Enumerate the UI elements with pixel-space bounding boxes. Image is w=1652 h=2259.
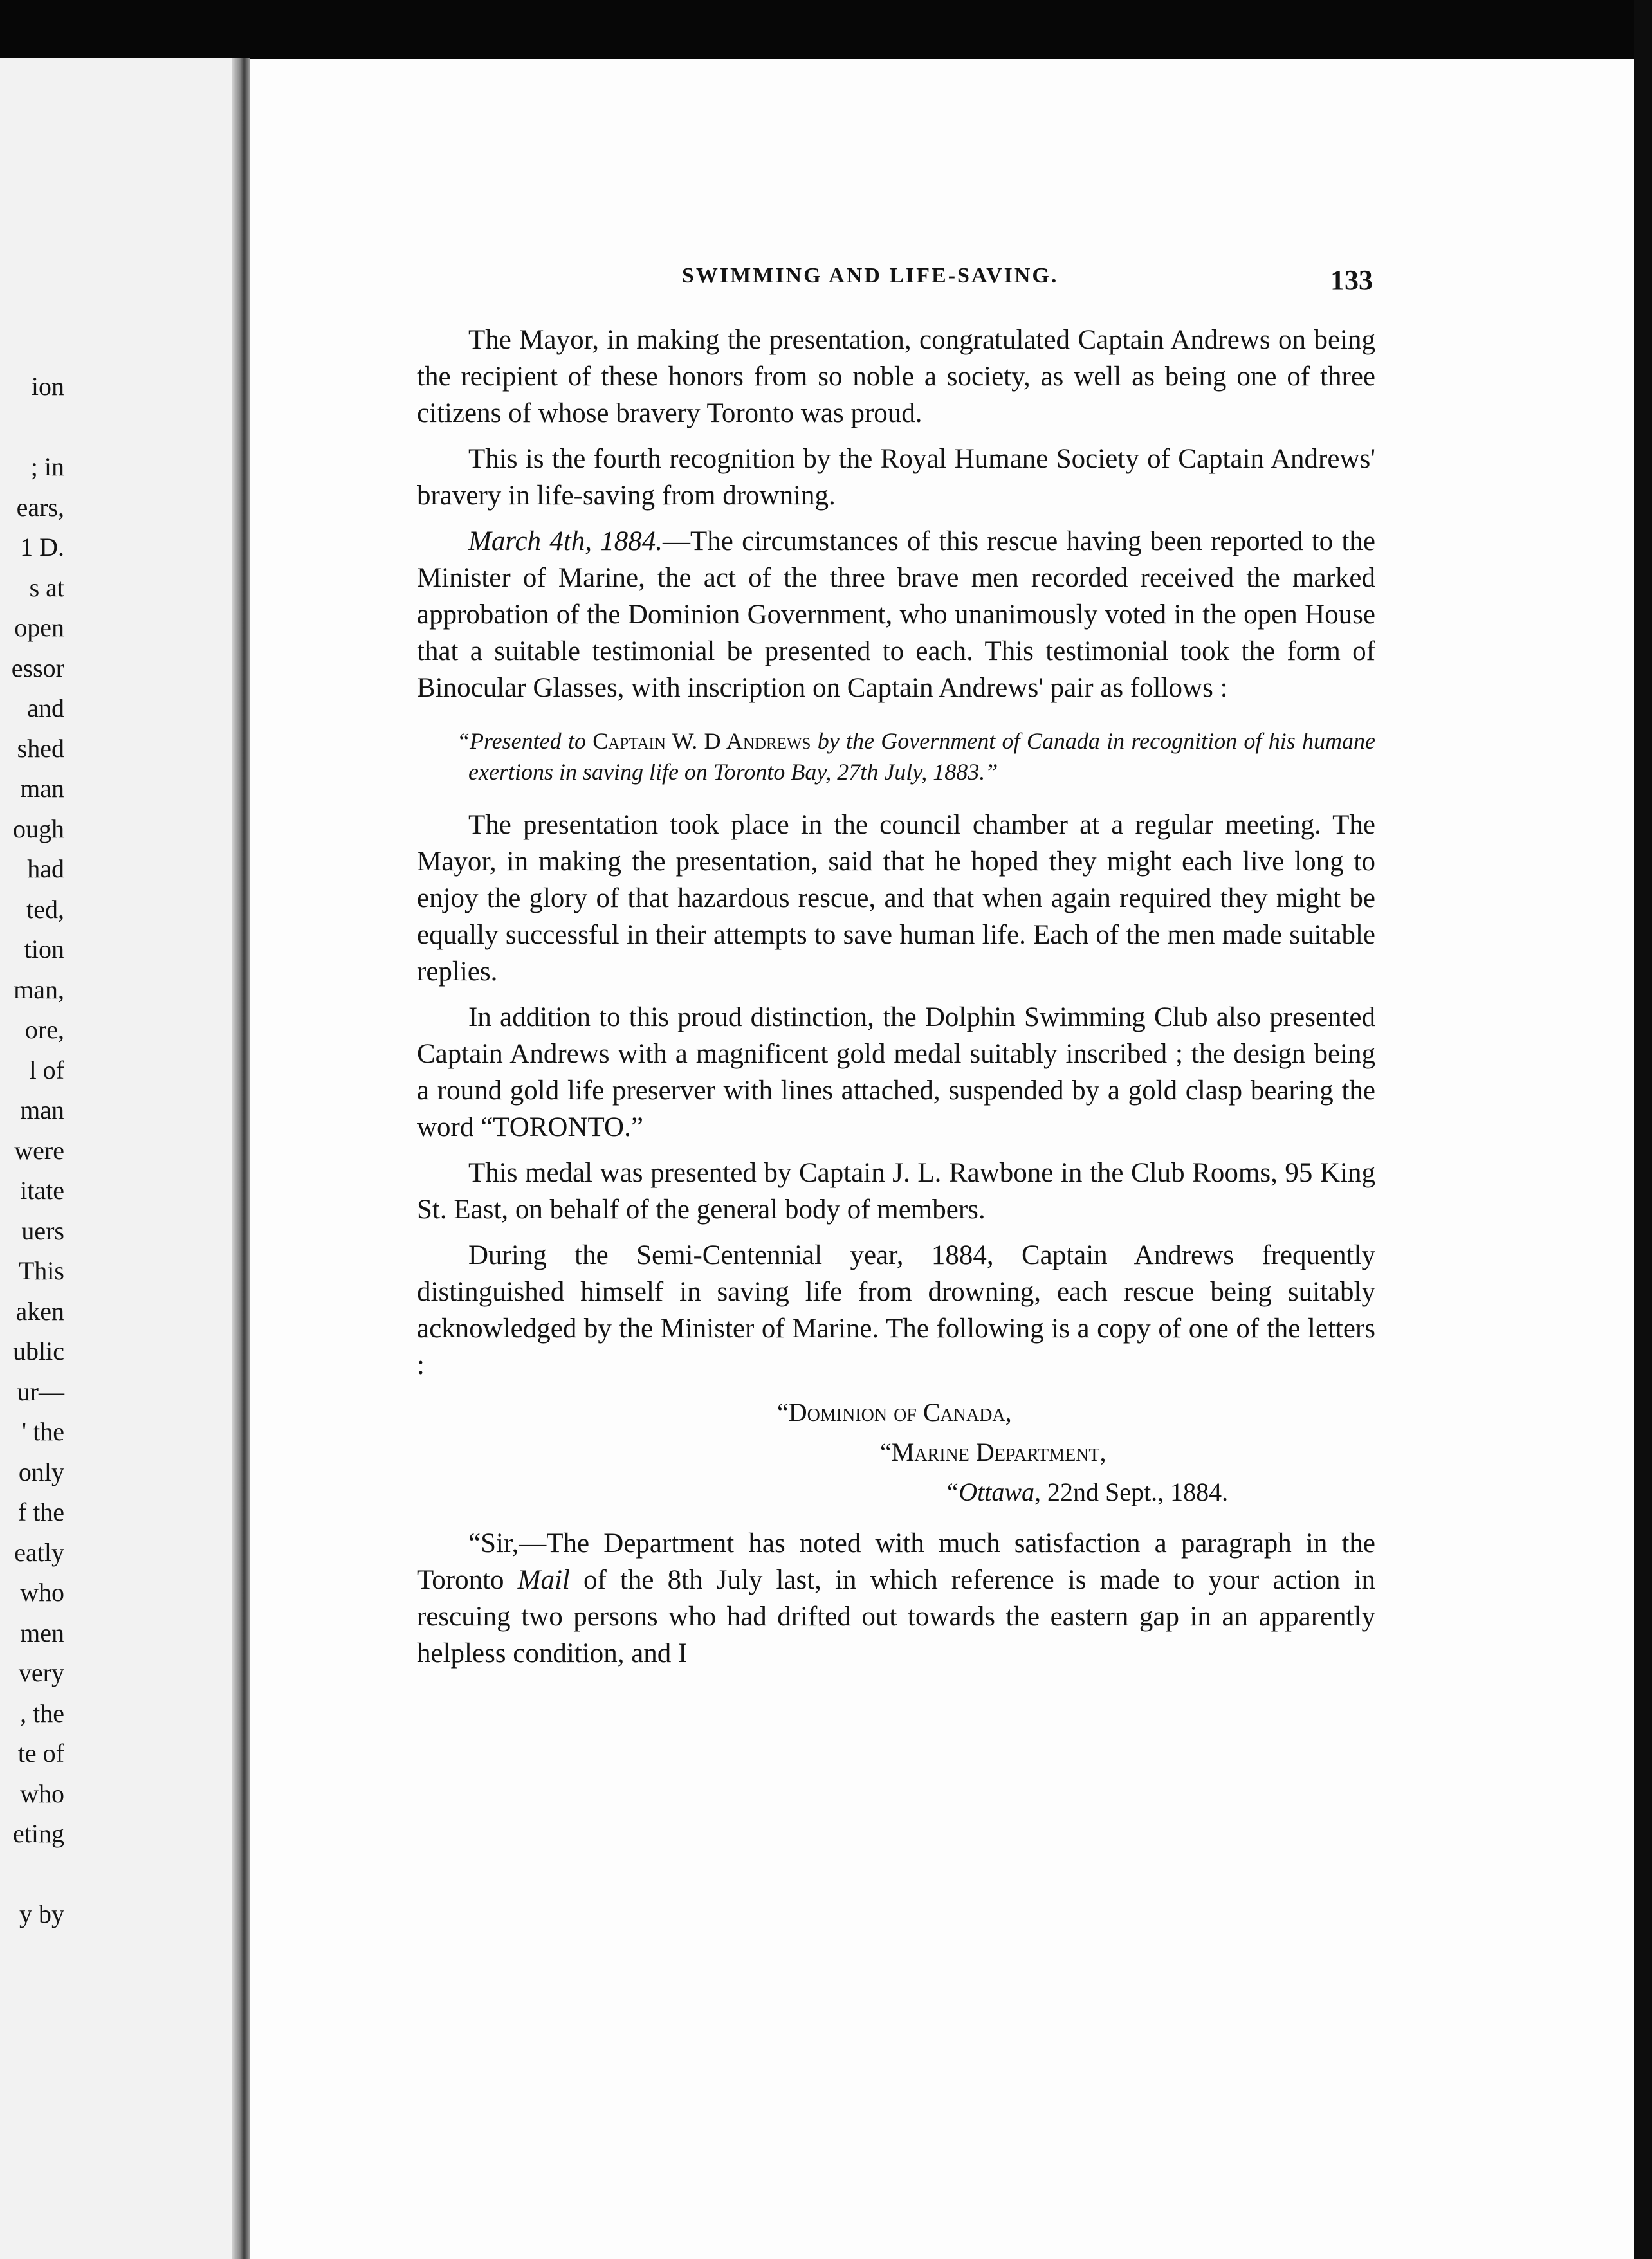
paragraph-fourth-recognition: This is the fourth recognition by the Royal Humane Society of Captain Andrews' bravery in life-saving from drowning. (417, 444, 1375, 511)
left-page-fragment: essor (11, 653, 64, 682)
left-page-fragment: uers (21, 1216, 64, 1245)
left-page-fragment: were (14, 1135, 64, 1165)
running-head: SWIMMING AND LIFE-SAVING. (682, 264, 1059, 288)
left-page-fragment: This (18, 1256, 64, 1285)
paragraph-semi-centennial: During the Semi-Centennial year, 1884, Captain Andrews frequently distinguished himself in saving life from drowning, each rescue being suitably acknowledged by the Minister of Marine. The following is a copy of one of the letters : (417, 1240, 1375, 1380)
left-page-fragment: only (18, 1457, 64, 1486)
left-page-fragment: te of (17, 1739, 64, 1768)
paragraph-council-chamber: The presentation took place in the council chamber at a regular meeting. The Mayor, in making the presentation, said that he hoped they might each live long to enjoy the glory of that hazardous rescue, and that when again required they might be equally successful in their attempts to save human life. Each of the men made suitable replies. (417, 810, 1375, 987)
letter-heading-line-3 (417, 1472, 1375, 1512)
left-page-fragment: very (18, 1658, 64, 1687)
scan-top-border (0, 0, 1652, 63)
left-page-fragment: 1 D. (20, 533, 64, 562)
left-page-fragment: itate (20, 1176, 64, 1205)
page-number: 133 (1330, 264, 1373, 296)
left-page-fragment: men (20, 1618, 64, 1647)
left-page-fragment: and (27, 693, 64, 722)
left-page-fragment: man (20, 774, 64, 803)
quote-rest: by the Government of Canada in recognition of his humane exertions in saving life on Toronto Bay, 27th July, 1883.” (468, 728, 1375, 785)
left-page-fragment: shed (17, 733, 64, 763)
left-page-fragment: eting (13, 1819, 64, 1848)
paragraph-mayor-presentation: The Mayor, in making the presentation, congratulated Captain Andrews on being the recipient of these honors from so noble a society, as well as being one of three citizens of whose bravery Toronto was proud. (417, 325, 1375, 428)
left-page-fragment (0, 1854, 64, 1895)
letter-body-end: of the 8th July last, in which reference is made to your action in rescuing two persons who had drifted out towards the eastern gap in an apparently helpless condition, and I (417, 1565, 1376, 1669)
left-page-fragment: eatly (14, 1537, 64, 1567)
left-page-fragment: had (27, 854, 64, 883)
inscription-quote (417, 726, 1375, 787)
left-page-fragment: who (20, 1578, 64, 1607)
paragraph-march-1884-text: —The circumstances of this rescue having been reported to the Minister of Marine, the act of the three brave men recorded received the marked approbation of the Dominion Government, who unanimously voted in the open House that a suitable testimonial be presented to each. This testimonial took the form of Binocular Glasses, with inscription on Captain Andrews' pair as follows : (417, 526, 1375, 703)
scan-right-border (1634, 0, 1652, 2259)
left-page-fragment: ough (13, 814, 64, 843)
letter-body-start: “Sir,—The Department has noted with much satisfaction a paragraph in the Toronto (417, 1528, 1375, 1595)
letter-heading (417, 1393, 1375, 1512)
left-page-fragment: f the (17, 1497, 64, 1526)
letter-heading-line-2: “Marine Department, (880, 1438, 1106, 1467)
page-body (417, 322, 1375, 1681)
date-march-1884: March 4th, 1884. (468, 526, 663, 556)
newspaper-mail: Mail (517, 1565, 570, 1595)
letter-date: 22nd Sept., 1884. (1041, 1477, 1229, 1506)
left-page-fragment: ur— (17, 1376, 64, 1406)
book-gutter (232, 58, 250, 2259)
quote-open: “Presented to (457, 728, 593, 754)
left-page-fragment: who (20, 1779, 64, 1808)
left-page-fragment: aken (15, 1296, 64, 1326)
left-page-fragment: open (14, 613, 64, 642)
left-page-fragment (0, 407, 64, 448)
left-page (0, 58, 239, 2259)
left-page-fragment: s at (29, 572, 64, 602)
left-page-text-fragments (0, 367, 64, 1935)
left-page-fragment: ublic (13, 1337, 64, 1366)
left-page-fragment: l of (29, 1055, 64, 1084)
paragraph-letter-body (417, 1525, 1375, 1672)
left-page-fragment: , the (20, 1698, 64, 1728)
left-page-fragment: man (20, 1095, 64, 1124)
left-page-fragment: man, (14, 974, 64, 1004)
quote-name: Captain W. D Andrews (592, 728, 811, 754)
left-page-fragment: ' the (21, 1417, 64, 1446)
left-page-fragment: ears, (16, 492, 64, 522)
letter-heading-line-1: “Dominion of Canada, (777, 1398, 1012, 1427)
paragraph-dolphin-club: In addition to this proud distinction, the Dolphin Swimming Club also presented Captain Andrews with a magnificent gold medal suitably inscribed ; the design being a round gold life preserver with lines attached, suspended by a gold clasp bearing the word “TORONTO.” (417, 1002, 1375, 1142)
left-page-fragment: tion (24, 935, 64, 964)
letter-city: “Ottawa, (944, 1477, 1042, 1506)
paragraph-march-1884 (417, 523, 1375, 706)
left-page-fragment: y by (19, 1899, 64, 1928)
paragraph-rawbone: This medal was presented by Captain J. L. Rawbone in the Club Rooms, 95 King St. East, on behalf of the general body of members. (417, 1158, 1375, 1225)
left-page-fragment: ; in (30, 452, 64, 481)
left-page-fragment: ore, (24, 1015, 64, 1044)
left-page-fragment: ted, (26, 894, 64, 924)
left-page-fragment: ion (31, 372, 64, 401)
